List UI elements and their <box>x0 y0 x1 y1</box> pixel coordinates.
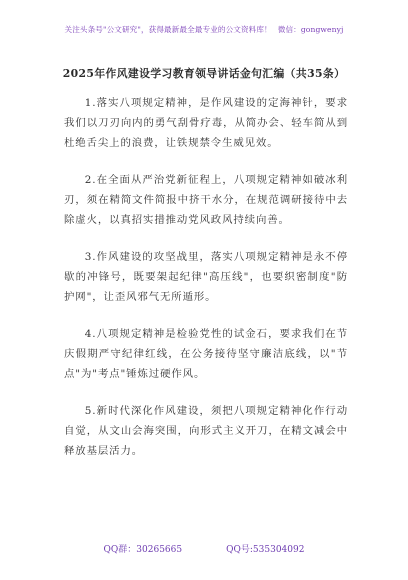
top-banner <box>0 24 408 35</box>
paragraph-3: 3.作风建设的攻坚战里，落实八项规定精神是永不停歇的冲锋号，既要架起纪律"高压线"，也要织密制度"防护网"，让歪风邪气无所遁形。 <box>64 251 348 303</box>
document-body <box>64 93 348 478</box>
paragraph-1: 1.落实八项规定精神，是作风建设的定海神针，要求我们以刀刃向内的勇气刮骨疗毒，从简办会、轻车简从到杜绝舌尖上的浪费，让铁规禁令生威见效。 <box>64 97 348 149</box>
qq-number: QQ号:535304092 <box>226 545 305 555</box>
paragraph-2: 2.在全面从严治党新征程上，八项规定精神如破冰利刃，须在精简文件简报中挤干水分，在规范调研接待中去除虚火，以真招实措推动党风政风持续向善。 <box>64 174 348 226</box>
qq-group: QQ群：30265665 <box>103 545 183 555</box>
wechat-id: 微信：gongwenyj <box>277 25 344 34</box>
paragraph-4: 4.八项规定精神是检验党性的试金石，要求我们在节庆假期严守纪律红线，在公务接待坚守廉洁底线，以"节点"为"考点"锤炼过硬作风。 <box>64 328 348 380</box>
document-title: 2025年作风建设学习教育领导讲话金句汇编（共35条） <box>62 67 346 80</box>
paragraph-5: 5.新时代深化作风建设，须把八项规定精神化作行动自觉，从文山会海突围，向形式主义开刀，在精文减会中释放基层活力。 <box>64 405 348 457</box>
promo-text: 关注头条号"公文研究"，获得最新最全最专业的公文资料库！ <box>64 25 272 34</box>
footer-contact <box>0 542 408 555</box>
